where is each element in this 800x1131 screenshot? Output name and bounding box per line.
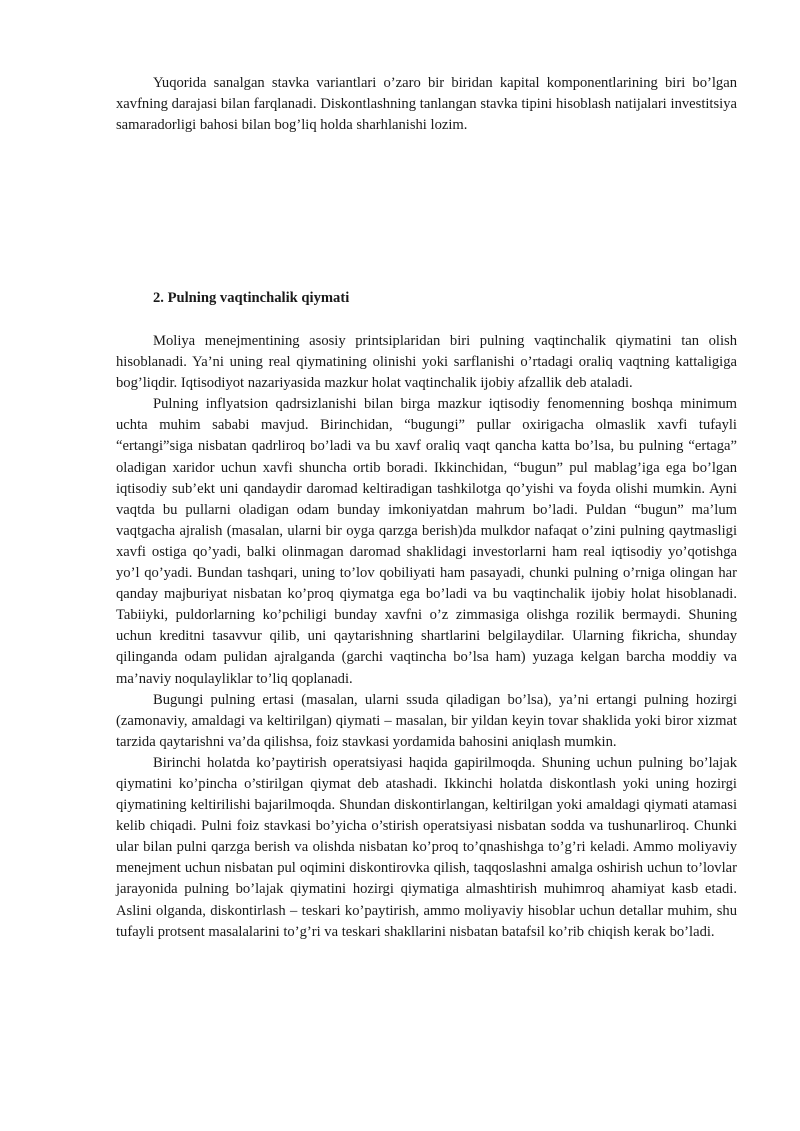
body-paragraph-4: Birinchi holatda ko’paytirish operatsiyasi haqida gapirilmoqda. Shuning uchun pulning bo’lajak qiymatini ko’pincha o’stirilgan qiymat deb atashadi. Ikkinchi holatda diskontlash yoki uning hozirgi qiymatining keltirilishi bajarilmoqda. Shundan diskontirlangan, keltirilgan yoki amaldagi qiymati atamasi kelib chiqadi. Pulni foiz stavkasi bo’yicha o’stirish operatsiyasi nisbatan sodda va tushunarliroq. Chunki ular bilan pulni qarzga berish va olishda nisbatan ko’proq to’qnashishga to’g’ri keladi. Ammo moliyaviy menejment uchun nisbatan pul oqimini diskontirovka qilish, taqqoslashni amalga oshirish uchun to’lovlar jarayonida pulning bo’lajak qiymatini hozirgi qiymatiga almashtirish muhimroq ahamiyat kasb etadi. Aslini olganda, diskontirlash – teskari ko’paytirish, ammo moliyaviy hisoblar uchun detallar muhim, shu tufayli protsent masalalarini to’g’ri va teskari shakllarini nisbatan batafsil ko’rib chiqish kerak bo’ladi. — [116, 754, 737, 940]
intro-paragraph: Yuqorida sanalgan stavka variantlari o’zaro bir biridan kapital komponentlarining biri bo’lgan xavfning darajasi bilan farqlanadi. Diskontlashning tanlangan stavka tipini hisoblash natijalari investitsiya samaradorligi bahosi bilan bog’liq holda sharhlanishi lozim. — [116, 75, 737, 134]
body-paragraph-3: Bugungi pulning ertasi (masalan, ularni ssuda qiladigan bo’lsa), ya’ni ertangi pulning hozirgi (zamonaviy, amaldagi va keltirilgan) qiymati – masalan, bir yildan keyin tovar shaklida yoki biror xizmat tarzida qaytarishni va’da qilishsa, foiz stavkasi yordamida bahosini aniqlash mumkin. — [116, 691, 737, 750]
section-heading: 2. Pulning vaqtinchalik qiymati — [153, 290, 350, 306]
section-body — [116, 331, 737, 943]
intro-section — [116, 73, 737, 136]
body-paragraph-1: Moliya menejmentining asosiy printsiplaridan biri pulning vaqtinchalik qiymatini tan olish hisoblanadi. Ya’ni uning real qiymatining olinishi yoki sarflanishi o’rtadagi oraliq vaqtning kattaligiga bog’liqdir. Iqtisodiyot nazariyasida mazkur holat vaqtinchalik ijobiy afzallik deb ataladi. — [116, 333, 737, 392]
body-paragraph-2: Pulning inflyatsion qadrsizlanishi bilan birga mazkur iqtisodiy fenomenning boshqa minimum uchta muhim sababi mavjud. Birinchidan, “bugungi” pullar oxirigacha olmaslik xavfi tufayli “ertangi”siga nisbatan qadrliroq bo’ladi va bu xavf oraliq vaqt qancha katta bo’lsa, bu pulning “ertaga” oladigan xaridor uchun xavfi shuncha ortib boradi. Ikkinchidan, “bugun” pul mablag’iga ega bo’lgan iqtisodiy sub’ekt uni qandaydir daromad keltiradigan tashkilotga qo’yishi va foyda olishi mumkin. Ayni vaqtda bu pullarni oladigan odam bunday imkoniyatdan mahrum bo’ladi. Puldan “bugun” ma’lum vaqtgacha ajralish (masalan, ularni bir oyga qarzga berish)da mulkdor nafaqat o’zini pulning qaytmasligi xavfi ostiga qo’yadi, balki olinmagan daromad shaklidagi investorlarni ham real iqtisodiy yo’qotishga yo’l qo’yadi. Bundan tashqari, uning to’lov qobiliyati ham pasayadi, chunki pulning o’rniga olingan har qanday majburiyat nisbatan ko’proq qiymatga ega bo’ladi va bu vaqtinchalik ijobiy holat hisoblanadi. Tabiiyki, puldorlarning ko’pchiligi bunday xavfni o’z zimmasiga olishga rozilik bermaydi. Shuning uchun kreditni tasavvur qilib, uni qaytarishning shartlarini belgilaydilar. Ularning fikricha, shunday qilinganda odam pulidan ajralganda (garchi vaqtincha bo’lsa ham) yuzaga kelgan barcha moddiy va ma’naviy noqulayliklar to’liq qoplanadi. — [116, 396, 737, 687]
